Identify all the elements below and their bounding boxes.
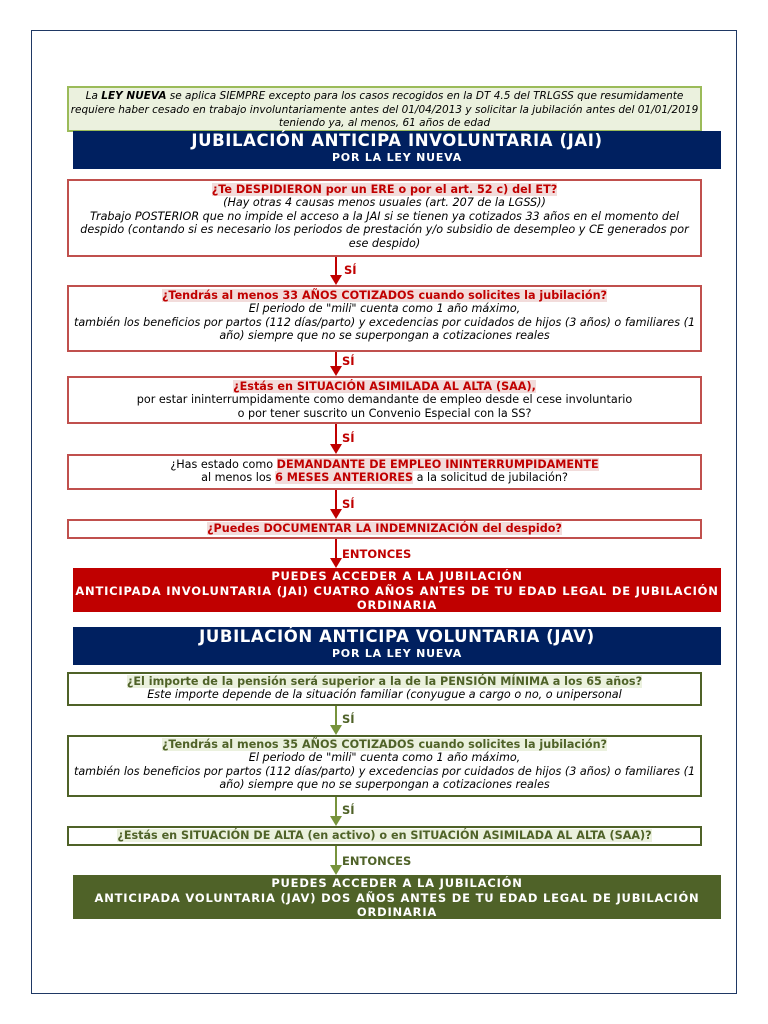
jav-result-box — [73, 875, 721, 919]
jav-q1-heading: ¿El importe de la pensión será superior a la de la PENSIÓN MÍNIMA a los 65 años? — [126, 675, 643, 688]
jai-answer-4: SÍ — [342, 497, 355, 511]
jai-answer-entonces: ENTONCES — [342, 547, 412, 561]
jav-answer-1: SÍ — [342, 712, 355, 726]
jai-q4-mid: al menos los — [201, 471, 276, 485]
jav-arrow-3 — [330, 846, 342, 875]
jai-q5-heading: ¿Puedes DOCUMENTAR LA INDEMNIZACIÓN del despido? — [207, 522, 562, 535]
jai-question-cotizados — [67, 285, 702, 352]
jai-answer-2: SÍ — [342, 354, 355, 368]
jai-answer-1: SÍ — [344, 263, 357, 277]
jav-title: JUBILACIÓN ANTICIPA VOLUNTARIA (JAV) — [199, 627, 595, 646]
jai-q4-highlight-demandante: DEMANDANTE DE EMPLEO ININTERRUMPIDAMENTE — [276, 458, 599, 471]
jav-question-alta — [67, 826, 702, 846]
jav-question-pension-minima — [67, 672, 702, 706]
jai-result-box — [73, 568, 721, 612]
jai-result-line1: PUEDES ACCEDER A LA JUBILACIÓN — [271, 569, 523, 583]
jav-q1-line1: Este importe depende de la situación familiar (conyugue a cargo o no, o unipersonal — [147, 688, 622, 702]
jai-q4-post: a la solicitud de jubilación? — [413, 471, 568, 485]
jai-q4-pre: ¿Has estado como — [170, 458, 277, 471]
jav-title-banner — [73, 627, 721, 665]
jav-q2-line2: también los beneficios por partos (112 días/parto) y excedencias por cuidados de hijos (3 años) o familiares (1 año) siempre que no se superpongan a cotizaciones reales — [73, 764, 696, 792]
jav-result-line1: PUEDES ACCEDER A LA JUBILACIÓN — [271, 876, 523, 890]
jai-q1-line1: (Hay otras 4 causas menos usuales (art. 207 de la LGSS)) — [223, 196, 546, 210]
jai-question-despido — [67, 179, 702, 257]
jai-q3-line1: por estar ininterrumpidamente como demandante de empleo desde el cese involuntario — [136, 393, 633, 407]
jav-q2-heading: ¿Tendrás al menos 35 AÑOS COTIZADOS cuando solicites la jubilación? — [161, 738, 608, 751]
jai-arrow-4 — [330, 490, 342, 519]
jai-q1-heading: ¿Te DESPIDIERON por un ERE o por el art. 52 c) del ET? — [211, 183, 558, 196]
jai-question-demandante — [67, 454, 702, 490]
jai-answer-3: SÍ — [342, 431, 355, 445]
jai-arrow-1 — [330, 257, 342, 285]
jav-arrow-2 — [330, 797, 342, 826]
jav-subtitle: POR LA LEY NUEVA — [331, 647, 463, 660]
jav-q2-line1: El periodo de "mili" cuenta como 1 año máximo, — [248, 751, 521, 765]
jav-result-line2: ANTICIPADA VOLUNTARIA (JAV) DOS AÑOS ANTES DE TU EDAD LEGAL DE JUBILACIÓN ORDINARIA — [94, 890, 700, 919]
jai-result-line2: ANTICIPADA INVOLUNTARIA (JAI) CUATRO AÑOS ANTES DE TU EDAD LEGAL DE JUBILACIÓN ORDINARIA — [75, 583, 719, 612]
jai-q1-line2: Trabajo POSTERIOR que no impide el acceso a la JAI si se tienen ya cotizados 33 años en el momento del despido (contando si es necesario los periodos de prestación y/o subsidio de desempleo y CE generados por ese despido) — [80, 209, 689, 250]
jai-q4-highlight-meses: 6 MESES ANTERIORES — [275, 471, 414, 485]
jai-q3-heading: ¿Estás en SITUACIÓN ASIMILADA AL ALTA (SAA), — [233, 380, 536, 393]
jav-question-cotizados — [67, 735, 702, 797]
jav-q3-heading: ¿Estás en SITUACIÓN DE ALTA (en activo) o en SITUACIÓN ASIMILADA AL ALTA (SAA)? — [117, 829, 652, 842]
jav-answer-entonces: ENTONCES — [342, 854, 412, 868]
jav-arrow-1 — [330, 706, 342, 735]
jai-q2-line1: El periodo de "mili" cuenta como 1 año máximo, — [248, 302, 521, 316]
jai-arrow-3 — [330, 424, 342, 454]
jai-arrow-5 — [330, 539, 342, 568]
jai-q2-line2: también los beneficios por partos (112 días/parto) y excedencias por cuidados de hijos (3 años) o familiares (1 año) siempre que no se superpongan a cotizaciones reales — [73, 315, 696, 343]
note-text-start: La — [85, 90, 102, 102]
jav-answer-2: SÍ — [342, 803, 355, 817]
jai-question-saa — [67, 376, 702, 424]
note-bold-ley-nueva: LEY NUEVA — [101, 90, 167, 102]
ley-nueva-note — [67, 86, 702, 132]
jai-q3-line2: o por tener suscrito un Convenio Especial con la SS? — [237, 406, 532, 420]
jai-question-indemnizacion — [67, 519, 702, 539]
jai-q2-heading: ¿Tendrás al menos 33 AÑOS COTIZADOS cuando solicites la jubilación? — [161, 289, 608, 302]
note-text-rest: se aplica SIEMPRE excepto para los casos recogidos en la DT 4.5 del TRLGSS que resumidamente requiere haber cesado en trabajo involuntariamente antes del 01/04/2013 y solicitar la jubilación antes del 01/01/2019 teniendo ya, al menos, 61 años de edad — [70, 90, 699, 129]
jai-arrow-2 — [330, 352, 342, 376]
page-frame — [31, 30, 737, 994]
jai-title: JUBILACIÓN ANTICIPA INVOLUNTARIA (JAI) — [191, 131, 603, 150]
jai-title-banner — [73, 131, 721, 169]
jai-subtitle: POR LA LEY NUEVA — [331, 151, 463, 164]
